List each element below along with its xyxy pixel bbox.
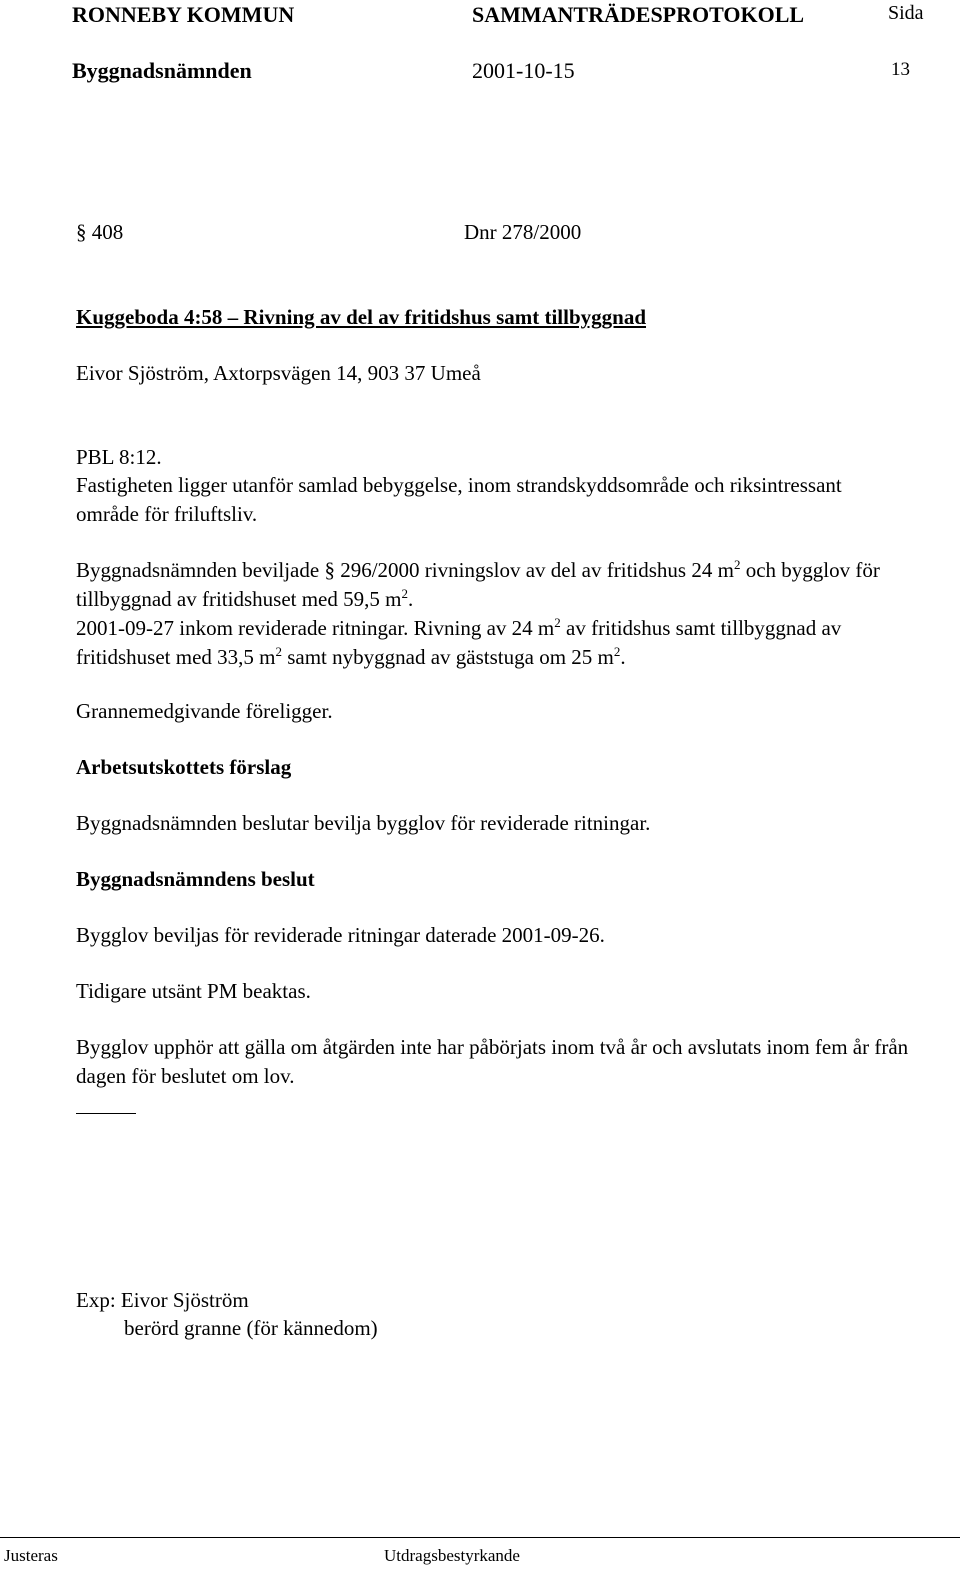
decision-line: Bygglov beviljas för reviderade ritningar daterade 2001-09-26. <box>76 923 605 947</box>
history-text-3: och bygglov för tillbyggnad av fritidshuset med 59,5 m <box>76 558 880 611</box>
paragraph-sign: § <box>76 220 87 244</box>
superscript: 2 <box>401 586 408 601</box>
expedition-line: berörd granne (för kännedom) <box>124 1316 378 1340</box>
history-text-6: av fritidshus samt tillbyggnad av fritidshuset med 33,5 m <box>76 616 842 669</box>
neighbour-consent: Grannemedgivande föreligger. <box>76 699 333 723</box>
history-text-8: . <box>620 645 626 669</box>
committee-name: Byggnadsnämnden <box>72 58 252 83</box>
decision-line: Tidigare utsänt PM beaktas. <box>76 979 311 1003</box>
case-title: Kuggeboda 4:58 – Rivning av del av fritidshus samt tillbyggnad <box>76 305 647 329</box>
case-dnr: Dnr 278/2000 <box>464 220 582 244</box>
extract-certified-label: Utdragsbestyrkande <box>384 1546 520 1565</box>
decision-heading: Byggnadsnämndens beslut <box>76 867 315 891</box>
superscript: 2 <box>613 644 621 659</box>
applicant: Eivor Sjöström, Axtorpsvägen 14, 903 37 Umeå <box>76 361 481 385</box>
law-reference: PBL 8:12. <box>76 445 162 469</box>
page-label: Sida <box>888 2 924 24</box>
expedition-line: Exp: Eivor Sjöström <box>76 1288 249 1312</box>
separator-line <box>76 1113 136 1114</box>
history-text-5: 2001-09-27 inkom reviderade ritningar. Rivning av 24 m <box>76 616 555 640</box>
section-number <box>76 218 123 247</box>
history-paragraph <box>76 556 896 672</box>
superscript: 2 <box>733 557 741 572</box>
proposal-text: Byggnadsnämnden beslutar bevilja bygglov för reviderade ritningar. <box>76 811 651 835</box>
history-text-7: samt nybyggnad av gäststuga om 25 m <box>281 645 614 669</box>
proposal-heading: Arbetsutskottets förslag <box>76 755 292 779</box>
document-type: SAMMANTRÄDESPROTOKOLL <box>472 2 805 27</box>
justeras-label: Justeras <box>4 1546 58 1565</box>
location-paragraph: Fastigheten ligger utanför samlad bebyggelse, inom strandskyddsområde och riksintressant område för friluftsliv. <box>76 473 842 526</box>
page-number: 13 <box>891 59 910 80</box>
superscript: 2 <box>275 644 282 659</box>
footer-rule <box>0 1537 960 1538</box>
history-text-2: 296/2000 rivningslov av del av fritidshus 24 m <box>334 558 734 582</box>
superscript: 2 <box>554 615 561 630</box>
municipality-name: RONNEBY KOMMUN <box>72 2 295 27</box>
history-text-4: . <box>407 587 414 611</box>
decision-line: Bygglov upphör att gälla om åtgärden inte har påbörjats inom två år och avslutats inom fem år från dagen för beslutet om lov. <box>76 1035 909 1088</box>
section-number-value: 408 <box>91 220 124 244</box>
paragraph-sign: § <box>324 558 335 582</box>
history-text-1: Byggnadsnämnden beviljade <box>76 558 325 582</box>
meeting-date: 2001-10-15 <box>472 58 575 83</box>
